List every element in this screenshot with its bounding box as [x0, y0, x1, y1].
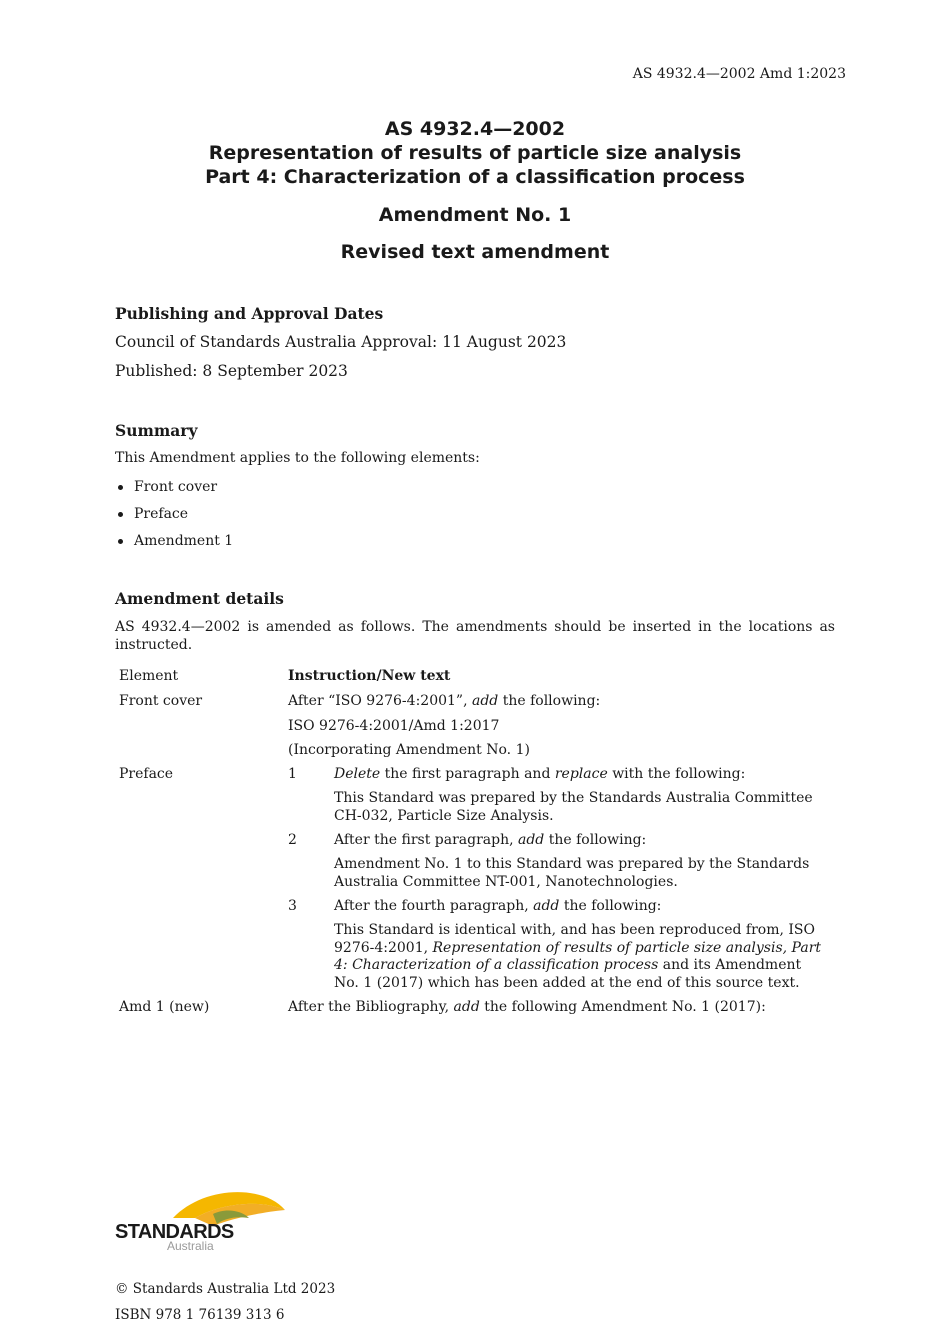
element-front-cover: Front cover: [119, 693, 203, 709]
list-item: Amendment 1: [115, 531, 233, 558]
running-head: AS 4932.4—2002 Amd 1:2023: [632, 66, 846, 82]
amendment-type: Revised text amendment: [340, 241, 610, 263]
summary-list: [115, 477, 233, 558]
logo-word-australia: Australia: [167, 1239, 214, 1252]
standards-australia-logo: [113, 1188, 293, 1252]
preface-instruction-3: After the fourth paragraph, add the following:: [334, 898, 662, 914]
item-number: 2: [288, 832, 297, 848]
front-cover-new-text: ISO 9276-4:2001/Amd 1:2017: [288, 718, 500, 734]
standard-title: Representation of results of particle size analysis: [208, 142, 742, 164]
standard-part-title: Part 4: Characterization of a classification process: [205, 166, 745, 188]
summary-heading: Summary: [115, 421, 198, 440]
amd1-instruction: After the Bibliography, add the following Amendment No. 1 (2017):: [288, 999, 766, 1015]
dates-heading: Publishing and Approval Dates: [115, 304, 384, 323]
column-header-instruction: Instruction/New text: [288, 668, 451, 684]
list-item: Front cover: [115, 477, 233, 504]
isbn: ISBN 978 1 76139 313 6: [115, 1307, 285, 1323]
title-block: [0, 117, 950, 263]
preface-new-text-3: This Standard is identical with, and has been reproduced from, ISO 9276-4:2001, Representation of results of particle size analysis, Part 4: Characterization of a classification process and its Amendment No. 1 (2017) which has been added at the end of this source text.: [334, 922, 822, 991]
item-number: 1: [288, 766, 297, 782]
logo-word-standards: STANDARDS: [115, 1221, 234, 1243]
front-cover-instruction: After “ISO 9276-4:2001”, add the following:: [288, 693, 601, 709]
details-intro: AS 4932.4—2002 is amended as follows. The amendments should be inserted in the locations as instructed.: [115, 619, 835, 653]
front-cover-note: (Incorporating Amendment No. 1): [288, 742, 530, 758]
element-preface: Preface: [119, 766, 174, 782]
standard-number: AS 4932.4—2002: [384, 118, 566, 140]
copyright: © Standards Australia Ltd 2023: [115, 1281, 336, 1297]
element-amd1: Amd 1 (new): [119, 999, 210, 1015]
preface-new-text-2: Amendment No. 1 to this Standard was prepared by the Standards Australia Committee NT-001, Nanotechnologies.: [334, 856, 810, 890]
amendment-number: Amendment No. 1: [378, 204, 572, 226]
list-item: Preface: [115, 504, 233, 531]
details-heading: Amendment details: [115, 589, 284, 608]
preface-instruction-1: Delete the first paragraph and replace with the following:: [334, 766, 746, 782]
preface-new-text-1: This Standard was prepared by the Standards Australia Committee CH-032, Particle Size Analysis.: [334, 790, 813, 824]
summary-intro: This Amendment applies to the following elements:: [115, 450, 480, 466]
column-header-element: Element: [119, 668, 179, 684]
item-number: 3: [288, 898, 297, 914]
preface-instruction-2: After the first paragraph, add the following:: [334, 832, 647, 848]
published-date: Published: 8 September 2023: [115, 362, 348, 380]
approval-date: Council of Standards Australia Approval: 11 August 2023: [115, 333, 567, 351]
